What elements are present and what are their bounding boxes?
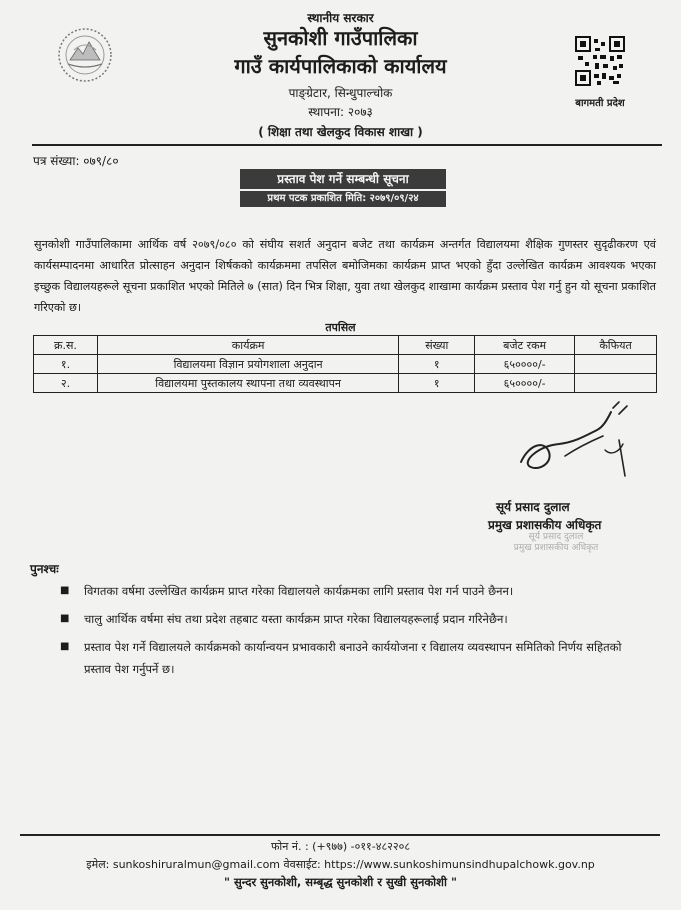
table-cell: विद्यालयमा विज्ञान प्रयोगशाला अनुदान [97,355,398,374]
column-header: बजेट रकम [475,336,575,355]
postscript-text: प्रस्ताव पेश गर्ने विद्यालयले कार्यक्रमको कार्यान्वयन प्रभावकारी बनाउने कार्ययोजना र विद्यालय व्यवस्थापन समितिको निर्णय सहितको प्रस्ताव पेश गर्नुपर्ने छ। [84,640,622,676]
stamp-name: सूर्य प्रसाद दुलाल [528,532,584,542]
header-government-label: स्थानीय सरकार [307,11,374,25]
header-divider [32,144,662,146]
list-item [60,580,650,602]
table-cell: १ [399,355,475,374]
table-cell: १ [399,374,475,393]
square-bullet-icon: ■ [60,613,70,624]
table-cell: २. [34,374,98,393]
column-header: क्र.स. [34,336,98,355]
footer-divider [20,834,660,836]
footer-phone: फोन नं. : (+९७७) -०११-४८२२०८ [270,840,411,853]
schedule-table [33,335,657,393]
stamp-title: प्रमुख प्रशासकीय अधिकृत [513,543,599,553]
notice-publish-date: प्रथम पटक प्रकाशित मिति: २०७९/०९/२४ [240,191,446,207]
qr-code-icon [575,36,625,86]
table-cell: १. [34,355,98,374]
square-bullet-icon: ■ [60,641,70,652]
table-cell [575,374,657,393]
signer-title: प्रमुख प्रशासकीय अधिकृत [488,518,602,532]
handwritten-signature [515,400,635,490]
square-bullet-icon: ■ [60,585,70,596]
list-item [60,636,650,680]
footer-contact: इमेल: sunkoshiruralmun@gmail.com वेवसाईट: https://www.sunkoshimunsindhupalchowk.gov.np [86,858,595,871]
table-cell: ६५००००/- [475,374,575,393]
postscript-text: चालु आर्थिक वर्षमा संघ तथा प्रदेश तहबाट यस्ता कार्यक्रम प्राप्त गरेका विद्यालयहरूलाई प्रदान गरिनेछैन। [84,612,508,626]
column-header: कार्यक्रम [97,336,398,355]
column-header: कैफियत [575,336,657,355]
reference-number: पत्र संख्या: ०७९/८० [33,154,119,168]
faded-name-stamp [486,532,626,554]
notice-body: सुनकोशी गाउँपालिकामा आर्थिक वर्ष २०७९/०८० को संघीय सशर्त अनुदान बजेट तथा कार्यक्रम अन्तर्गत विद्यालयमा शैक्षिक गुणस्तर सुदृढीकरण एवं कार्यसम्पादनमा आधारित प्रोत्साहन अनुदान शिर्षकको कार्यक्रममा तपसिल बमोजिमका कार्यक्रम प्राप्त भएको हुँदा उल्लेखित कार्यक्रम आवश्यक भएका इच्छुक विद्यालयहरूले सूचना प्रकाशित भएको मितिले ७ (सात) दिन भित्र शिक्षा, युवा तथा खेलकुद शाखामा कार्यक्रम प्रस्ताव पेश गर्नु हुन यो सूचना प्रकाशित गरिएको छ। [34,238,656,314]
table-header-row [34,336,657,355]
header-municipality-name: सुनकोशी गाउँपालिका [263,26,418,50]
notice-title: प्रस्ताव पेश गर्ने सम्बन्धी सूचना [240,169,446,189]
table-row [34,355,657,374]
header-address: पाङ्ग्रेटार, सिन्धुपाल्चोक [288,86,393,100]
header-established: स्थापना: २०७३ [308,105,373,119]
header-section: ( शिक्षा तथा खेलकुद विकास शाखा ) [258,125,423,139]
list-item [60,608,650,630]
schedule-caption: तपसिल [325,321,356,334]
postscript-label: पुनश्चः [30,562,59,576]
column-header: संख्या [399,336,475,355]
postscript-list [60,580,650,680]
footer-slogan: " सुन्दर सुनकोशी, सम्बृद्ध सुनकोशी र सुखी सुनकोशी " [224,875,457,889]
header-office-name: गाउँ कार्यपालिकाको कार्यालय [234,54,447,78]
table-row [34,374,657,393]
signer-name: सूर्य प्रसाद दुलाल [496,500,570,514]
table-cell [575,355,657,374]
postscript-text: विगतका वर्षमा उल्लेखित कार्यक्रम प्राप्त गरेका विद्यालयले कार्यक्रमका लागि प्रस्ताव पेश गर्न पाउने छैनन। [84,584,514,598]
table-cell: ६५००००/- [475,355,575,374]
table-cell: विद्यालयमा पुस्तकालय स्थापना तथा व्यवस्थापन [97,374,398,393]
province-label: बागमती प्रदेश [575,98,625,109]
